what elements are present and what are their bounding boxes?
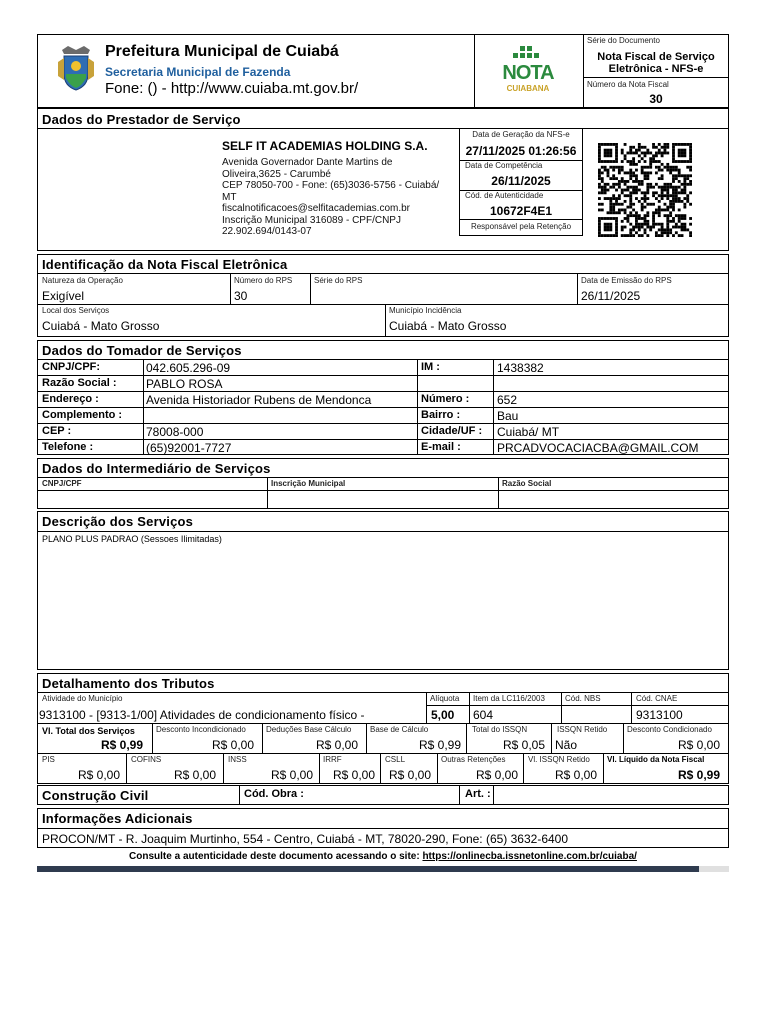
rps-num-label: Número do RPS [234,276,293,285]
autenticidade-label: Cód. de Autenticidade [465,191,544,200]
footer-link[interactable]: https://onlinecba.issnetonline.com.br/cuiaba/ [422,851,637,862]
numero-nota-value: 30 [649,92,663,106]
tomador-endereco-value: Avenida Historiador Rubens de Mendonca [146,393,372,407]
base-label: Base de Cálculo [370,725,429,734]
aliquota-label: Alíquota [430,694,460,703]
item-value: 604 [473,708,494,722]
header-title: Prefeitura Municipal de Cuiabá [105,43,339,60]
tomador-email-label: E-mail : [421,441,461,453]
cofins-label: COFINS [131,755,162,764]
aliquota-value: 5,00 [431,708,455,722]
construcao-label: Construção Civil [42,788,149,803]
tomador-cep-value: 78008-000 [146,425,204,439]
csll-label: CSLL [385,755,406,764]
vl-issqn-retido-value: R$ 0,00 [554,768,597,782]
tomador-razao-label: Razão Social : [42,377,117,389]
liquido-label: Vl. Líquido da Nota Fiscal [607,755,705,764]
tomador-cnpj-label: CNPJ/CPF: [42,361,101,373]
tomador-cep-label: CEP : [42,425,72,437]
coat-of-arms-logo [58,44,94,92]
total-servicos-label: Vl. Total dos Serviços [42,726,135,736]
nota-logo-text: NOTA [502,62,554,84]
footer-bar-end [699,866,729,872]
issqn-retido-label: ISSQN Retido [557,725,608,734]
deducoes-value: R$ 0,00 [315,738,358,752]
art-label: Art. : [465,788,491,800]
identificacao-section-title: Identificação da Nota Fiscal Eletrônica [42,257,288,272]
tomador-razao-value: PABLO ROSA [146,377,223,391]
intermediario-inscricao-label: Inscrição Municipal [271,479,346,488]
nota-logo-sub: CUIABANA [506,84,550,93]
competencia-value: 26/11/2025 [491,174,551,188]
prestador-address: Avenida Governador Dante Martins de Oliveira,3625 - Carumbé CEP 78050-700 - Fone: (65)3036-5756 - Cuiabá/ MT fiscalnotificacoes@selfitacademias.com.br Inscrição Municipal 316089 - CPF/CNPJ 22.902.694/0143-07 [222,157,440,237]
atividade-value: 9313100 - [9313-1/00] Atividades de condicionamento físico - [39,708,365,722]
tributos-section-title: Detalhamento dos Tributos [42,676,215,691]
cnae-label: Cód. CNAE [636,694,678,703]
desc-cond-label: Desconto Condicionado [627,725,712,734]
desc-incond-value: R$ 0,00 [211,738,254,752]
tomador-bairro-value: Bau [497,409,519,423]
issqn-retido-value: Não [555,738,578,752]
retencao-label: Responsável pela Retenção [470,222,572,231]
local-label: Local dos Serviços [42,306,110,315]
tomador-section-title: Dados do Tomador de Serviços [42,343,242,358]
incidencia-label: Município Incidência [389,306,462,315]
rps-serie-label: Série do RPS [314,276,363,285]
intermediario-cnpj-label: CNPJ/CPF [42,479,82,488]
tomador-telefone-label: Telefone : [42,441,94,453]
total-issqn-label: Total do ISSQN [472,725,528,734]
prestador-name: SELF IT ACADEMIAS HOLDING S.A. [222,139,428,153]
local-value: Cuiabá - Mato Grosso [42,319,160,333]
natureza-label: Natureza da Operação [42,276,123,285]
pis-label: PIS [42,755,55,764]
atividade-label: Atividade do Município [42,694,123,703]
descricao-section-title: Descrição dos Serviços [42,514,194,529]
base-value: R$ 0,99 [418,738,461,752]
adicionais-text: PROCON/MT - R. Joaquim Murtinho, 554 - Centro, Cuiabá - MT, 78020-290, Fone: (65) 3632-6400 [42,832,569,846]
pis-value: R$ 0,00 [77,768,120,782]
desc-incond-label: Desconto Incondicionado [156,725,246,734]
nbs-label: Cód. NBS [565,694,601,703]
cofins-value: R$ 0,00 [173,768,216,782]
tomador-endereco-label: Endereço : [42,393,99,405]
inss-label: INSS [228,755,247,764]
nota-cuiabana-logo [500,44,556,94]
geracao-value: 27/11/2025 01:26:56 [465,144,577,158]
intermediario-razao-label: Razão Social [502,479,552,488]
csll-value: R$ 0,00 [388,768,431,782]
numero-nota-label: Número da Nota Fiscal [587,80,669,89]
intermediario-section-title: Dados do Intermediário de Serviços [42,461,271,476]
emissao-label: Data de Emissão do RPS [581,276,672,285]
incidencia-value: Cuiabá - Mato Grosso [389,319,507,333]
tomador-im-value: 1438382 [497,361,544,375]
qr-code[interactable] [598,143,696,237]
cnae-value: 9313100 [636,708,683,722]
emissao-value: 26/11/2025 [581,289,641,303]
vl-issqn-retido-label: Vl. ISSQN Retido [528,755,590,764]
tomador-email-value: PRCADVOCACIACBA@GMAIL.COM [497,441,699,455]
tomador-bairro-label: Bairro : [421,409,461,421]
desc-cond-value: R$ 0,00 [677,738,720,752]
item-label: Item da LC116/2003 [473,694,545,703]
tomador-complemento-label: Complemento : [42,409,123,421]
serie-label: Série do Documento [587,36,660,45]
footer-bar [37,866,699,872]
tomador-cnpj-value: 042.605.296-09 [146,361,231,375]
prestador-section-title: Dados do Prestador de Serviço [42,112,241,127]
natureza-value: Exigível [42,289,85,303]
tomador-telefone-value: (65)92001-7727 [146,441,232,455]
deducoes-label: Deduções Base Cálculo [266,725,352,734]
tomador-cidade-value: Cuiabá/ MT [497,425,560,439]
footer-note: Consulte a autenticidade deste documento acessando o site: https://onlinecba.issnetonline.com.br/cuiaba/ [129,851,637,862]
total-issqn-value: R$ 0,05 [502,738,545,752]
irrf-label: IRRF [323,755,342,764]
obra-label: Cód. Obra : [244,788,304,800]
tomador-numero-label: Número : [421,393,470,405]
irrf-value: R$ 0,00 [332,768,375,782]
serie-value-2: Eletrônica - NFS-e [608,63,704,75]
serie-value-1: Nota Fiscal de Serviço [597,51,715,63]
tomador-cidade-label: Cidade/UF : [421,425,483,437]
autenticidade-value: 10672F4E1 [489,204,553,218]
competencia-label: Data de Competência [465,161,543,170]
descricao-text: PLANO PLUS PADRAO (Sessoes Ilimitadas) [42,534,222,544]
header-contact: Fone: () - http://www.cuiaba.mt.gov.br/ [105,80,359,97]
inss-value: R$ 0,00 [270,768,313,782]
tomador-numero-value: 652 [497,393,518,407]
tomador-im-label: IM : [421,361,440,373]
total-servicos-value: R$ 0,99 [100,738,143,752]
geracao-label: Data de Geração da NFS-e [472,130,570,139]
adicionais-section-title: Informações Adicionais [42,811,193,826]
liquido-value: R$ 0,99 [677,768,720,782]
outras-value: R$ 0,00 [475,768,518,782]
rps-num-value: 30 [234,289,248,303]
outras-label: Outras Retenções [441,755,506,764]
header-subtitle: Secretaria Municipal de Fazenda [105,65,291,79]
